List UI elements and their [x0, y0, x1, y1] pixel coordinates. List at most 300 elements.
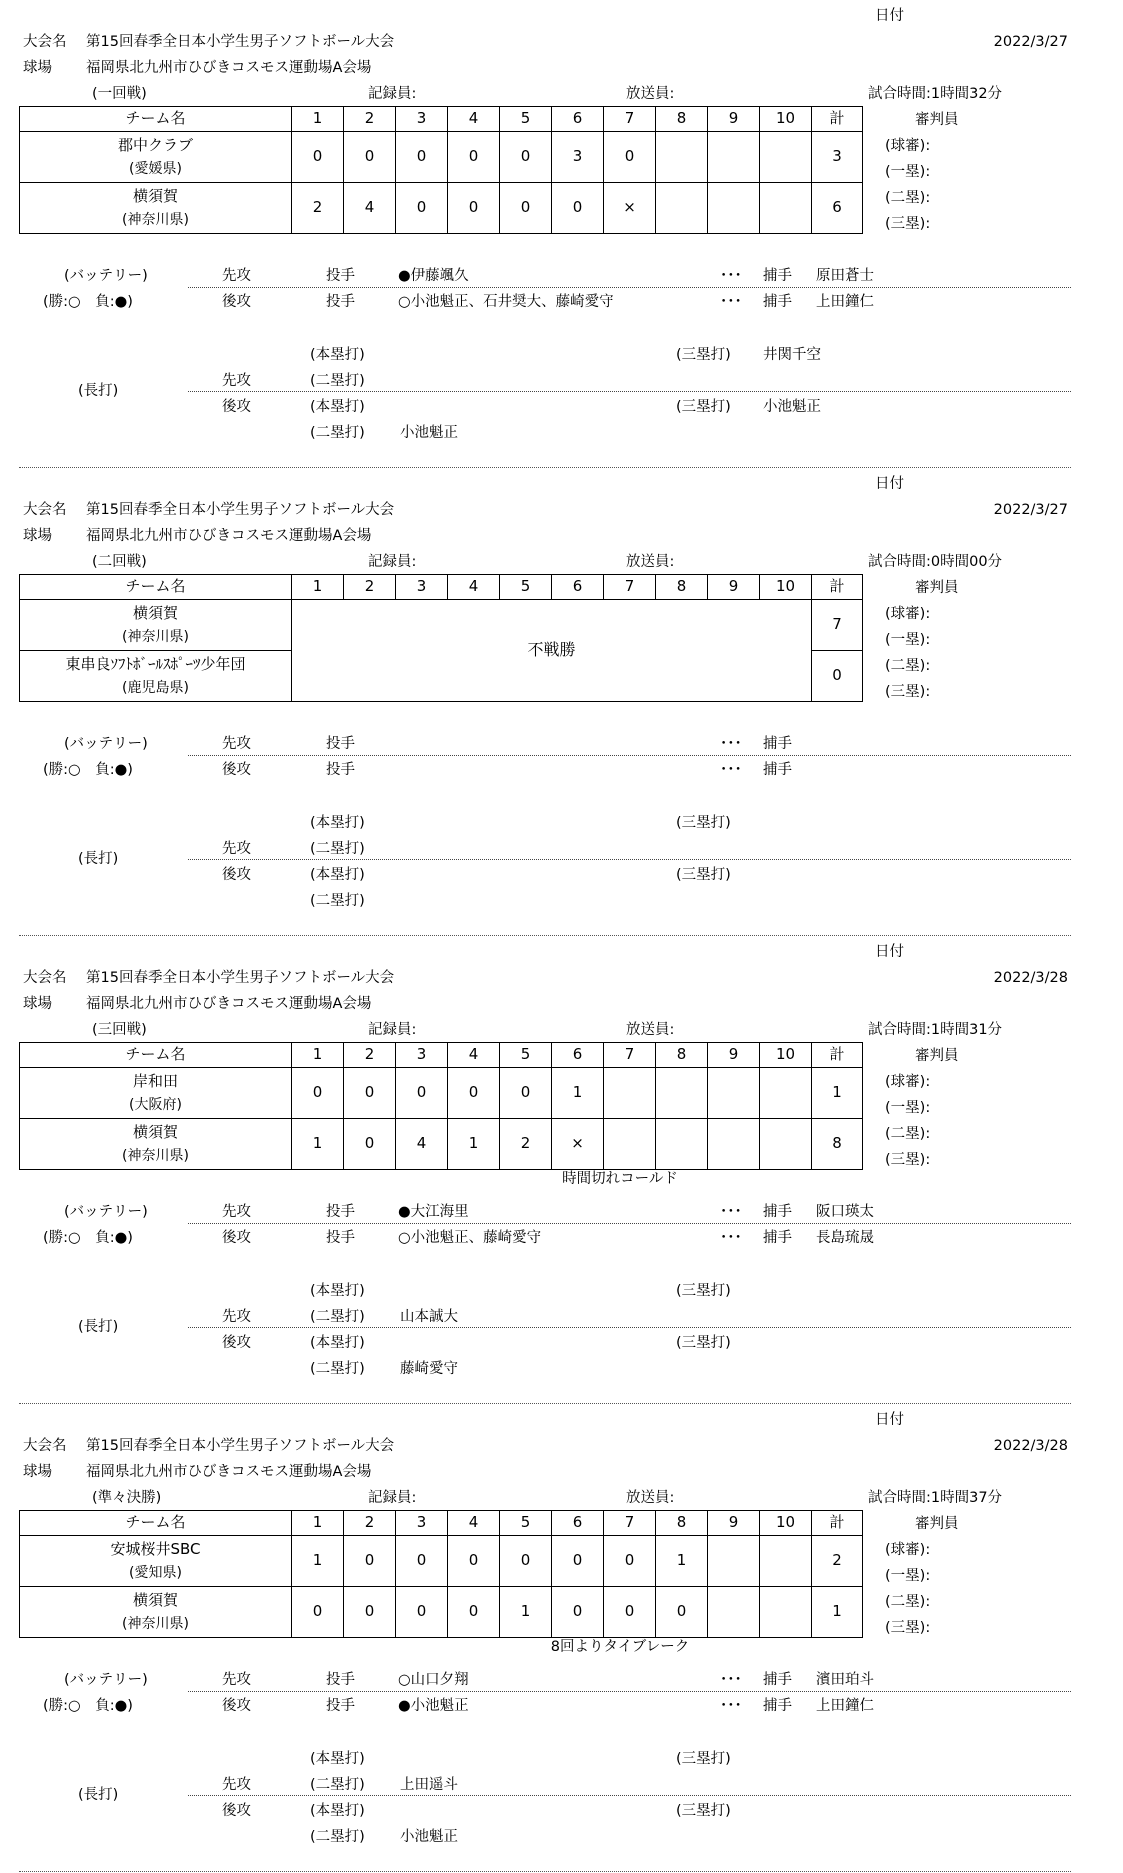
scoreboard-header: [20, 1511, 863, 1536]
inning-col-header: 10: [760, 1043, 812, 1068]
inning-score-cell: [656, 132, 708, 183]
top-triple: 井関千空: [763, 347, 821, 363]
inning-col-header: 2: [344, 575, 396, 600]
inning-score-cell: 0: [344, 1587, 396, 1638]
total-cell: 7: [812, 600, 863, 651]
top-catcher-label: 捕手: [763, 736, 792, 752]
scoreboard-header: [20, 107, 863, 132]
venue-name: 福岡県北九州市ひびきコスモス運動場A会場: [86, 996, 372, 1012]
inning-score-cell: 1: [448, 1119, 500, 1170]
inning-score-cell: 1: [500, 1587, 552, 1638]
bottom-catcher: 上田鐘仁: [816, 1698, 874, 1714]
battery-label: (バッテリー): [64, 1204, 148, 1220]
inning-col-header: 7: [604, 107, 656, 132]
team-name: 安城桜井SBC: [110, 1540, 201, 1559]
inning-col-header: 8: [656, 1043, 708, 1068]
date-label: 日付: [875, 476, 904, 492]
tournament-name: 第15回春季全日本小学生男子ソフトボール大会: [86, 34, 395, 50]
bottom-dots: ･･･: [720, 1698, 742, 1714]
long-hits-divider: [188, 1795, 1071, 1796]
top-double: 山本誠大: [400, 1309, 458, 1325]
game-block: [0, 0, 1123, 468]
round-label: (二回戦): [92, 554, 147, 570]
inning-score-cell: [760, 1119, 812, 1170]
bottom-triple-label: (三塁打): [676, 867, 731, 883]
inning-col-header: 3: [396, 1511, 448, 1536]
bottom-double: 小池魁正: [400, 1829, 458, 1845]
inning-score-cell: 0: [292, 1068, 344, 1119]
broadcaster-label: 放送員:: [626, 86, 675, 102]
long-hits-divider: [188, 391, 1071, 392]
inning-col-header: 3: [396, 575, 448, 600]
inning-score-cell: [760, 1068, 812, 1119]
bottom-catcher-label: 捕手: [763, 1230, 792, 1246]
long-top-label: 先攻: [222, 841, 251, 857]
inning-score-cell: [656, 1068, 708, 1119]
umpires-label: 審判員: [915, 580, 959, 596]
recorder-label: 記録員:: [368, 86, 417, 102]
game-date: 2022/3/27: [993, 34, 1068, 50]
team-prefecture: (神奈川県): [122, 1147, 189, 1164]
bottom-pitcher-label: 投手: [326, 1698, 355, 1714]
long-bottom-label: 後攻: [222, 399, 251, 415]
venue-name: 福岡県北九州市ひびきコスモス運動場A会場: [86, 1464, 372, 1480]
team-col-header: チーム名: [20, 1511, 292, 1536]
top-double: 上田遥斗: [400, 1777, 458, 1793]
long-bottom-label: 後攻: [222, 1335, 251, 1351]
team-cell: [20, 1068, 292, 1119]
inning-score-cell: 1: [656, 1536, 708, 1587]
top-dots: ･･･: [720, 1672, 742, 1688]
bottom-double-label: (二塁打): [310, 1829, 365, 1845]
total-cell: 1: [812, 1068, 863, 1119]
top-dots: ･･･: [720, 736, 742, 752]
umpires-label: 審判員: [915, 1048, 959, 1064]
inning-col-header: 1: [292, 107, 344, 132]
bottom-hr-label: (本塁打): [310, 867, 365, 883]
inning-score-cell: 0: [396, 183, 448, 234]
inning-score-cell: [656, 183, 708, 234]
inning-score-cell: 0: [500, 183, 552, 234]
recorder-label: 記録員:: [368, 554, 417, 570]
inning-score-cell: 0: [344, 132, 396, 183]
bottom-pitchers: ●小池魁正: [398, 1698, 469, 1714]
bottom-label: 後攻: [222, 1698, 251, 1714]
top-label: 先攻: [222, 268, 251, 284]
bottom-catcher: 上田鐘仁: [816, 294, 874, 310]
umpires-label: 審判員: [915, 112, 959, 128]
top-pitchers: ●伊藤颯久: [398, 268, 469, 284]
date-label: 日付: [875, 944, 904, 960]
inning-col-header: 4: [448, 575, 500, 600]
broadcaster-label: 放送員:: [626, 1490, 675, 1506]
total-cell: 0: [812, 651, 863, 702]
broadcaster-label: 放送員:: [626, 1022, 675, 1038]
inning-col-header: 9: [708, 107, 760, 132]
team-prefecture: (神奈川県): [122, 628, 189, 645]
scoreboard-header: [20, 575, 863, 600]
round-label: (一回戦): [92, 86, 147, 102]
umpire-second-label: (二塁):: [885, 190, 931, 206]
battery-divider: [188, 1223, 1071, 1224]
inning-score-cell: [760, 1536, 812, 1587]
inning-score-cell: [708, 183, 760, 234]
team-row: [20, 1536, 863, 1587]
top-triple-label: (三塁打): [676, 347, 731, 363]
inning-score-cell: 0: [396, 1587, 448, 1638]
inning-col-header: 8: [656, 1511, 708, 1536]
inning-col-header: 7: [604, 1511, 656, 1536]
bottom-catcher-label: 捕手: [763, 762, 792, 778]
top-hr-label: (本塁打): [310, 347, 365, 363]
inning-score-cell: 0: [448, 1536, 500, 1587]
inning-score-cell: 0: [344, 1119, 396, 1170]
top-hr-label: (本塁打): [310, 1283, 365, 1299]
inning-col-header: 5: [500, 1043, 552, 1068]
bottom-catcher: 長島琉晟: [816, 1230, 874, 1246]
umpire-third-label: (三塁):: [885, 684, 931, 700]
bottom-hr-label: (本塁打): [310, 399, 365, 415]
inning-score-cell: ×: [552, 1119, 604, 1170]
battery-divider: [188, 1691, 1071, 1692]
tournament-name: 第15回春季全日本小学生男子ソフトボール大会: [86, 502, 395, 518]
total-col-header: 計: [812, 1511, 863, 1536]
team-row: [20, 1587, 863, 1638]
team-name: 郡中クラブ: [117, 136, 193, 155]
broadcaster-label: 放送員:: [626, 554, 675, 570]
inning-col-header: 5: [500, 1511, 552, 1536]
inning-col-header: 1: [292, 1043, 344, 1068]
total-cell: 1: [812, 1587, 863, 1638]
tournament-label: 大会名: [23, 34, 67, 50]
game-block: [0, 468, 1123, 936]
top-label: 先攻: [222, 1672, 251, 1688]
team-cell: [20, 1119, 292, 1170]
inning-col-header: 7: [604, 575, 656, 600]
inning-score-cell: [604, 1119, 656, 1170]
game-time: 試合時間:1時間31分: [868, 1022, 1003, 1038]
inning-score-cell: 0: [396, 1068, 448, 1119]
inning-col-header: 3: [396, 1043, 448, 1068]
team-cell: [20, 600, 292, 651]
inning-score-cell: 0: [396, 1536, 448, 1587]
bottom-pitcher-label: 投手: [326, 762, 355, 778]
long-hits-divider: [188, 859, 1071, 860]
team-row: [20, 1068, 863, 1119]
inning-col-header: 10: [760, 107, 812, 132]
venue-name: 福岡県北九州市ひびきコスモス運動場A会場: [86, 60, 372, 76]
team-prefecture: (神奈川県): [122, 211, 189, 228]
scoreboard: [19, 574, 863, 702]
top-catcher-label: 捕手: [763, 268, 792, 284]
scoreboard: [19, 1042, 863, 1170]
inning-col-header: 2: [344, 1511, 396, 1536]
inning-col-header: 2: [344, 107, 396, 132]
top-pitchers: ●大江海里: [398, 1204, 469, 1220]
inning-score-cell: 0: [500, 1068, 552, 1119]
inning-score-cell: 0: [500, 1536, 552, 1587]
bottom-triple-label: (三塁打): [676, 1803, 731, 1819]
inning-col-header: 6: [552, 575, 604, 600]
top-dots: ･･･: [720, 1204, 742, 1220]
umpire-third-label: (三塁):: [885, 216, 931, 232]
inning-col-header: 4: [448, 1043, 500, 1068]
umpire-home-label: (球審):: [885, 1542, 931, 1558]
recorder-label: 記録員:: [368, 1490, 417, 1506]
team-prefecture: (鹿児島県): [122, 679, 189, 696]
bottom-dots: ･･･: [720, 1230, 742, 1246]
game-time: 試合時間:0時間00分: [868, 554, 1003, 570]
team-prefecture: (愛媛県): [129, 160, 182, 177]
umpire-home-label: (球審):: [885, 606, 931, 622]
inning-score-cell: [604, 1068, 656, 1119]
team-cell: [20, 132, 292, 183]
team-row: [20, 1119, 863, 1170]
bottom-label: 後攻: [222, 762, 251, 778]
tournament-name: 第15回春季全日本小学生男子ソフトボール大会: [86, 970, 395, 986]
total-cell: 3: [812, 132, 863, 183]
top-triple-label: (三塁打): [676, 1283, 731, 1299]
inning-score-cell: [760, 132, 812, 183]
battery-divider: [188, 755, 1071, 756]
inning-score-cell: 3: [552, 132, 604, 183]
team-row: [20, 600, 863, 651]
venue-label: 球場: [23, 528, 52, 544]
top-hr-label: (本塁打): [310, 815, 365, 831]
game-time: 試合時間:1時間32分: [868, 86, 1003, 102]
total-col-header: 計: [812, 575, 863, 600]
tournament-label: 大会名: [23, 1438, 67, 1454]
total-col-header: 計: [812, 1043, 863, 1068]
top-catcher: 阪口瑛太: [816, 1204, 874, 1220]
inning-col-header: 6: [552, 107, 604, 132]
umpire-first-label: (一塁):: [885, 1568, 931, 1584]
team-cell: [20, 651, 292, 702]
bottom-triple-label: (三塁打): [676, 1335, 731, 1351]
team-name: 東串良ｿﾌﾄﾎﾞｰﾙｽﾎﾟｰﾂ少年団: [65, 655, 246, 674]
bottom-double-label: (二塁打): [310, 893, 365, 909]
top-label: 先攻: [222, 1204, 251, 1220]
top-pitcher-label: 投手: [326, 1204, 355, 1220]
umpire-home-label: (球審):: [885, 1074, 931, 1090]
team-col-header: チーム名: [20, 1043, 292, 1068]
umpire-home-label: (球審):: [885, 138, 931, 154]
venue-name: 福岡県北九州市ひびきコスモス運動場A会場: [86, 528, 372, 544]
round-label: (三回戦): [92, 1022, 147, 1038]
team-name: 横須賀: [132, 187, 178, 206]
game-time: 試合時間:1時間37分: [868, 1490, 1003, 1506]
battery-divider: [188, 287, 1071, 288]
umpire-second-label: (二塁):: [885, 1126, 931, 1142]
inning-col-header: 9: [708, 1511, 760, 1536]
bottom-label: 後攻: [222, 1230, 251, 1246]
inning-score-cell: 1: [292, 1119, 344, 1170]
venue-label: 球場: [23, 1464, 52, 1480]
top-pitcher-label: 投手: [326, 268, 355, 284]
venue-label: 球場: [23, 996, 52, 1012]
game-block: [0, 1404, 1123, 1872]
umpire-first-label: (一塁):: [885, 632, 931, 648]
battery-label: (バッテリー): [64, 736, 148, 752]
long-hits-label: (長打): [78, 1319, 119, 1335]
umpires-label: 審判員: [915, 1516, 959, 1532]
bottom-double-label: (二塁打): [310, 425, 365, 441]
bottom-pitcher-label: 投手: [326, 294, 355, 310]
inning-score-cell: 0: [448, 132, 500, 183]
team-cell: [20, 1587, 292, 1638]
bottom-hr-label: (本塁打): [310, 1803, 365, 1819]
scoreboard: [19, 106, 863, 234]
inning-score-cell: 0: [604, 132, 656, 183]
inning-col-header: 5: [500, 575, 552, 600]
umpire-third-label: (三塁):: [885, 1620, 931, 1636]
bottom-catcher-label: 捕手: [763, 294, 792, 310]
scoreboard-header: [20, 1043, 863, 1068]
inning-col-header: 7: [604, 1043, 656, 1068]
round-label: (準々決勝): [92, 1490, 162, 1506]
top-pitcher-label: 投手: [326, 1672, 355, 1688]
bottom-triple: 小池魁正: [763, 399, 821, 415]
inning-score-cell: 0: [552, 183, 604, 234]
forfeit-cell: 不戦勝: [292, 600, 812, 702]
battery-label: (バッテリー): [64, 268, 148, 284]
long-hits-label: (長打): [78, 1787, 119, 1803]
scoreboard: [19, 1510, 863, 1638]
umpire-first-label: (一塁):: [885, 1100, 931, 1116]
win-loss-legend: (勝:○ 負:●): [43, 1698, 133, 1714]
team-row: [20, 183, 863, 234]
bottom-pitchers: ○小池魁正、石井奨大、藤崎愛守: [398, 294, 614, 310]
bottom-dots: ･･･: [720, 762, 742, 778]
team-name: 横須賀: [132, 1123, 178, 1142]
bottom-pitchers: ○小池魁正、藤崎愛守: [398, 1230, 542, 1246]
total-cell: 8: [812, 1119, 863, 1170]
top-pitcher-label: 投手: [326, 736, 355, 752]
team-row: [20, 132, 863, 183]
inning-score-cell: [708, 1536, 760, 1587]
battery-label: (バッテリー): [64, 1672, 148, 1688]
total-col-header: 計: [812, 107, 863, 132]
inning-col-header: 3: [396, 107, 448, 132]
game-date: 2022/3/28: [993, 1438, 1068, 1454]
inning-col-header: 8: [656, 575, 708, 600]
inning-score-cell: 0: [552, 1587, 604, 1638]
inning-score-cell: 0: [292, 132, 344, 183]
inning-score-cell: 0: [396, 132, 448, 183]
inning-score-cell: 4: [396, 1119, 448, 1170]
top-catcher: 原田蒼士: [816, 268, 874, 284]
long-hits-divider: [188, 1327, 1071, 1328]
inning-score-cell: [708, 1068, 760, 1119]
top-double-label: (二塁打): [310, 841, 365, 857]
inning-score-cell: 0: [656, 1587, 708, 1638]
team-col-header: チーム名: [20, 575, 292, 600]
inning-col-header: 6: [552, 1043, 604, 1068]
top-double-label: (二塁打): [310, 373, 365, 389]
team-name: 岸和田: [132, 1072, 178, 1091]
inning-score-cell: [656, 1119, 708, 1170]
total-cell: 6: [812, 183, 863, 234]
inning-score-cell: 0: [448, 1587, 500, 1638]
tournament-name: 第15回春季全日本小学生男子ソフトボール大会: [86, 1438, 395, 1454]
bottom-triple-label: (三塁打): [676, 399, 731, 415]
total-cell: 2: [812, 1536, 863, 1587]
bottom-pitcher-label: 投手: [326, 1230, 355, 1246]
inning-col-header: 2: [344, 1043, 396, 1068]
top-catcher-label: 捕手: [763, 1204, 792, 1220]
top-triple-label: (三塁打): [676, 815, 731, 831]
bottom-double: 小池魁正: [400, 425, 458, 441]
bottom-hr-label: (本塁打): [310, 1335, 365, 1351]
inning-score-cell: [760, 183, 812, 234]
top-catcher-label: 捕手: [763, 1672, 792, 1688]
inning-score-cell: 0: [344, 1068, 396, 1119]
game-date: 2022/3/27: [993, 502, 1068, 518]
inning-col-header: 1: [292, 1511, 344, 1536]
inning-col-header: 1: [292, 575, 344, 600]
team-name: 横須賀: [132, 1591, 178, 1610]
venue-label: 球場: [23, 60, 52, 76]
team-cell: [20, 1536, 292, 1587]
top-label: 先攻: [222, 736, 251, 752]
team-prefecture: (愛知県): [129, 1564, 182, 1581]
tournament-label: 大会名: [23, 970, 67, 986]
inning-col-header: 9: [708, 575, 760, 600]
team-cell: [20, 183, 292, 234]
top-double-label: (二塁打): [310, 1309, 365, 1325]
bottom-double-label: (二塁打): [310, 1361, 365, 1377]
inning-score-cell: 1: [552, 1068, 604, 1119]
long-top-label: 先攻: [222, 1777, 251, 1793]
inning-score-cell: [708, 1119, 760, 1170]
top-triple-label: (三塁打): [676, 1751, 731, 1767]
inning-score-cell: 4: [344, 183, 396, 234]
top-catcher: 濱田珀斗: [816, 1672, 874, 1688]
long-top-label: 先攻: [222, 1309, 251, 1325]
game-separator: [19, 1871, 1071, 1872]
inning-score-cell: 2: [292, 183, 344, 234]
inning-score-cell: 0: [604, 1536, 656, 1587]
inning-score-cell: 0: [552, 1536, 604, 1587]
inning-score-cell: 0: [344, 1536, 396, 1587]
top-dots: ･･･: [720, 268, 742, 284]
inning-score-cell: ×: [604, 183, 656, 234]
umpire-first-label: (一塁):: [885, 164, 931, 180]
umpire-second-label: (二塁):: [885, 1594, 931, 1610]
umpire-third-label: (三塁):: [885, 1152, 931, 1168]
inning-score-cell: [708, 1587, 760, 1638]
team-col-header: チーム名: [20, 107, 292, 132]
umpire-second-label: (二塁):: [885, 658, 931, 674]
game-date: 2022/3/28: [993, 970, 1068, 986]
inning-col-header: 4: [448, 1511, 500, 1536]
inning-col-header: 10: [760, 575, 812, 600]
long-hits-label: (長打): [78, 851, 119, 867]
long-bottom-label: 後攻: [222, 867, 251, 883]
long-bottom-label: 後攻: [222, 1803, 251, 1819]
game-note: 時間切れコールド: [562, 1171, 678, 1187]
game-note: 8回よりタイブレーク: [550, 1639, 690, 1655]
inning-score-cell: [760, 1587, 812, 1638]
inning-col-header: 8: [656, 107, 708, 132]
bottom-label: 後攻: [222, 294, 251, 310]
date-label: 日付: [875, 8, 904, 24]
recorder-label: 記録員:: [368, 1022, 417, 1038]
inning-score-cell: 0: [500, 132, 552, 183]
top-double-label: (二塁打): [310, 1777, 365, 1793]
inning-score-cell: 0: [448, 183, 500, 234]
long-hits-label: (長打): [78, 383, 119, 399]
